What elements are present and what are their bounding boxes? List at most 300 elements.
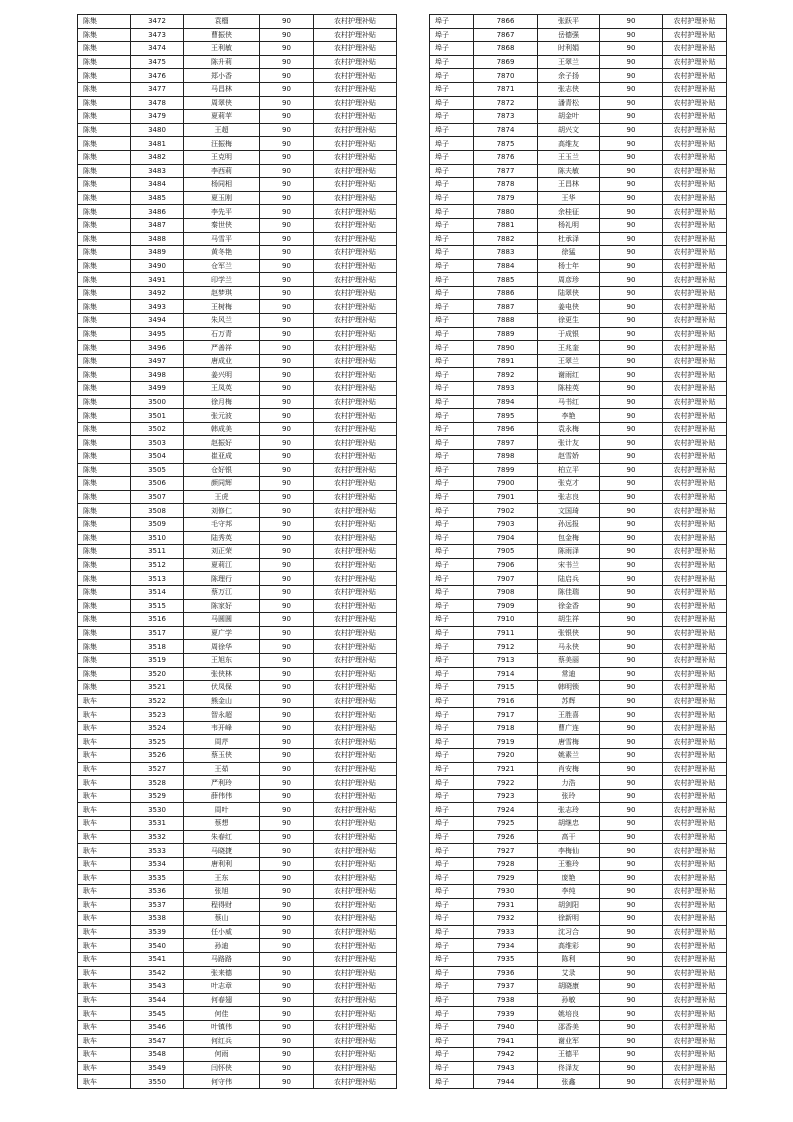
table-row bbox=[78, 368, 397, 382]
name-cell: 曹振侠 bbox=[184, 28, 260, 42]
amount-cell: 90 bbox=[600, 232, 663, 246]
amount-cell: 90 bbox=[260, 314, 314, 328]
name-cell: 胡兴文 bbox=[538, 123, 600, 137]
id-cell: 7940 bbox=[474, 1020, 538, 1034]
table-row bbox=[78, 653, 397, 667]
amount-cell: 90 bbox=[260, 1007, 314, 1021]
name-cell: 陈利 bbox=[538, 952, 600, 966]
name-cell: 杨士年 bbox=[538, 259, 600, 273]
table-row bbox=[78, 817, 397, 831]
table-row bbox=[430, 259, 727, 273]
subsidy-type-cell: 农村护理补贴 bbox=[663, 137, 727, 151]
table-row bbox=[430, 205, 727, 219]
table-row bbox=[78, 286, 397, 300]
name-cell: 柏立平 bbox=[538, 463, 600, 477]
area-cell: 埠子 bbox=[430, 409, 474, 423]
table-row bbox=[78, 871, 397, 885]
subsidy-type-cell: 农村护理补贴 bbox=[663, 15, 727, 29]
name-cell: 夏玉刚 bbox=[184, 191, 260, 205]
area-cell: 埠子 bbox=[430, 246, 474, 260]
amount-cell: 90 bbox=[260, 137, 314, 151]
subsidy-type-cell: 农村护理补贴 bbox=[314, 395, 397, 409]
subsidy-type-cell: 农村护理补贴 bbox=[314, 1061, 397, 1075]
id-cell: 3506 bbox=[131, 477, 184, 491]
subsidy-type-cell: 农村护理补贴 bbox=[663, 178, 727, 192]
name-cell: 唐成业 bbox=[184, 354, 260, 368]
subsidy-type-cell: 农村护理补贴 bbox=[663, 558, 727, 572]
amount-cell: 90 bbox=[260, 898, 314, 912]
id-cell: 7903 bbox=[474, 517, 538, 531]
area-cell: 埠子 bbox=[430, 286, 474, 300]
id-cell: 3543 bbox=[131, 980, 184, 994]
amount-cell: 90 bbox=[600, 871, 663, 885]
amount-cell: 90 bbox=[260, 789, 314, 803]
subsidy-type-cell: 农村护理补贴 bbox=[314, 925, 397, 939]
area-cell: 陈集 bbox=[78, 259, 131, 273]
subsidy-type-cell: 农村护理补贴 bbox=[663, 341, 727, 355]
name-cell: 徐新明 bbox=[538, 912, 600, 926]
subsidy-type-cell: 农村护理补贴 bbox=[663, 150, 727, 164]
subsidy-type-cell: 农村护理补贴 bbox=[314, 1020, 397, 1034]
area-cell: 埠子 bbox=[430, 749, 474, 763]
amount-cell: 90 bbox=[600, 952, 663, 966]
amount-cell: 90 bbox=[260, 939, 314, 953]
subsidy-type-cell: 农村护理补贴 bbox=[663, 382, 727, 396]
subsidy-type-cell: 农村护理补贴 bbox=[314, 613, 397, 627]
name-cell: 孙迪 bbox=[184, 939, 260, 953]
amount-cell: 90 bbox=[600, 368, 663, 382]
amount-cell: 90 bbox=[600, 667, 663, 681]
amount-cell: 90 bbox=[600, 572, 663, 586]
subsidy-type-cell: 农村护理补贴 bbox=[663, 259, 727, 273]
id-cell: 7944 bbox=[474, 1075, 538, 1089]
amount-cell: 90 bbox=[600, 762, 663, 776]
table-row bbox=[78, 55, 397, 69]
name-cell: 周芹 bbox=[184, 735, 260, 749]
area-cell: 埠子 bbox=[430, 653, 474, 667]
table-row bbox=[430, 368, 727, 382]
subsidy-type-cell: 农村护理补贴 bbox=[314, 585, 397, 599]
subsidy-type-cell: 农村护理补贴 bbox=[314, 286, 397, 300]
id-cell: 7875 bbox=[474, 137, 538, 151]
name-cell: 叶志章 bbox=[184, 980, 260, 994]
name-cell: 周徐华 bbox=[184, 640, 260, 654]
area-cell: 耿车 bbox=[78, 912, 131, 926]
amount-cell: 90 bbox=[260, 327, 314, 341]
id-cell: 3502 bbox=[131, 422, 184, 436]
subsidy-type-cell: 农村护理补贴 bbox=[663, 749, 727, 763]
amount-cell: 90 bbox=[260, 354, 314, 368]
name-cell: 马路路 bbox=[184, 952, 260, 966]
table-row bbox=[430, 898, 727, 912]
amount-cell: 90 bbox=[260, 463, 314, 477]
id-cell: 7877 bbox=[474, 164, 538, 178]
subsidy-type-cell: 农村护理补贴 bbox=[663, 585, 727, 599]
name-cell: 唐雪梅 bbox=[538, 735, 600, 749]
area-cell: 埠子 bbox=[430, 1048, 474, 1062]
area-cell: 陈集 bbox=[78, 273, 131, 287]
area-cell: 陈集 bbox=[78, 191, 131, 205]
amount-cell: 90 bbox=[600, 218, 663, 232]
subsidy-type-cell: 农村护理补贴 bbox=[663, 273, 727, 287]
area-cell: 埠子 bbox=[430, 871, 474, 885]
subsidy-type-cell: 农村护理补贴 bbox=[314, 82, 397, 96]
subsidy-type-cell: 农村护理补贴 bbox=[663, 912, 727, 926]
id-cell: 7869 bbox=[474, 55, 538, 69]
area-cell: 陈集 bbox=[78, 531, 131, 545]
subsidy-type-cell: 农村护理补贴 bbox=[663, 803, 727, 817]
name-cell: 何红兵 bbox=[184, 1034, 260, 1048]
id-cell: 7872 bbox=[474, 96, 538, 110]
name-cell: 颜同辉 bbox=[184, 477, 260, 491]
subsidy-type-cell: 农村护理补贴 bbox=[663, 300, 727, 314]
area-cell: 埠子 bbox=[430, 817, 474, 831]
amount-cell: 90 bbox=[600, 857, 663, 871]
id-cell: 3515 bbox=[131, 599, 184, 613]
name-cell: 张元波 bbox=[184, 409, 260, 423]
area-cell: 埠子 bbox=[430, 436, 474, 450]
area-cell: 埠子 bbox=[430, 952, 474, 966]
area-cell: 埠子 bbox=[430, 368, 474, 382]
area-cell: 埠子 bbox=[430, 898, 474, 912]
id-cell: 3525 bbox=[131, 735, 184, 749]
id-cell: 3526 bbox=[131, 749, 184, 763]
subsidy-type-cell: 农村护理补贴 bbox=[314, 517, 397, 531]
table-row bbox=[430, 1007, 727, 1021]
id-cell: 3478 bbox=[131, 96, 184, 110]
name-cell: 徐猛 bbox=[538, 246, 600, 260]
table-row bbox=[78, 667, 397, 681]
table-row bbox=[78, 42, 397, 56]
amount-cell: 90 bbox=[260, 1075, 314, 1089]
id-cell: 3537 bbox=[131, 898, 184, 912]
area-cell: 埠子 bbox=[430, 980, 474, 994]
subsidy-type-cell: 农村护理补贴 bbox=[314, 504, 397, 518]
name-cell: 杨同相 bbox=[184, 178, 260, 192]
area-cell: 埠子 bbox=[430, 803, 474, 817]
table-row bbox=[430, 69, 727, 83]
id-cell: 7873 bbox=[474, 110, 538, 124]
table-row bbox=[78, 259, 397, 273]
table-row bbox=[78, 300, 397, 314]
amount-cell: 90 bbox=[260, 762, 314, 776]
subsidy-type-cell: 农村护理补贴 bbox=[663, 395, 727, 409]
area-cell: 耿车 bbox=[78, 857, 131, 871]
id-cell: 7939 bbox=[474, 1007, 538, 1021]
subsidy-type-cell: 农村护理补贴 bbox=[314, 259, 397, 273]
table-row bbox=[430, 314, 727, 328]
table-row bbox=[430, 640, 727, 654]
area-cell: 埠子 bbox=[430, 82, 474, 96]
table-row bbox=[430, 273, 727, 287]
table-row bbox=[78, 626, 397, 640]
subsidy-type-cell: 农村护理补贴 bbox=[314, 708, 397, 722]
id-cell: 7876 bbox=[474, 150, 538, 164]
area-cell: 埠子 bbox=[430, 789, 474, 803]
table-row bbox=[78, 912, 397, 926]
name-cell: 文国琦 bbox=[538, 504, 600, 518]
table-row bbox=[78, 96, 397, 110]
id-cell: 7902 bbox=[474, 504, 538, 518]
table-row bbox=[78, 1007, 397, 1021]
subsidy-type-cell: 农村护理补贴 bbox=[663, 952, 727, 966]
table-row bbox=[430, 749, 727, 763]
name-cell: 高干 bbox=[538, 830, 600, 844]
area-cell: 埠子 bbox=[430, 1034, 474, 1048]
table-row bbox=[78, 898, 397, 912]
subsidy-type-cell: 农村护理补贴 bbox=[314, 137, 397, 151]
area-cell: 耿车 bbox=[78, 803, 131, 817]
id-cell: 3519 bbox=[131, 653, 184, 667]
area-cell: 埠子 bbox=[430, 422, 474, 436]
name-cell: 沈习合 bbox=[538, 925, 600, 939]
name-cell: 包金梅 bbox=[538, 531, 600, 545]
area-cell: 埠子 bbox=[430, 925, 474, 939]
name-cell: 张鑫 bbox=[538, 1075, 600, 1089]
amount-cell: 90 bbox=[260, 218, 314, 232]
amount-cell: 90 bbox=[600, 422, 663, 436]
amount-cell: 90 bbox=[600, 1048, 663, 1062]
subsidy-type-cell: 农村护理补贴 bbox=[663, 232, 727, 246]
name-cell: 马永侠 bbox=[538, 640, 600, 654]
id-cell: 7924 bbox=[474, 803, 538, 817]
amount-cell: 90 bbox=[260, 164, 314, 178]
table-row bbox=[78, 232, 397, 246]
table-row bbox=[78, 925, 397, 939]
area-cell: 陈集 bbox=[78, 341, 131, 355]
subsidy-type-cell: 农村护理补贴 bbox=[314, 178, 397, 192]
subsidy-type-cell: 农村护理补贴 bbox=[663, 762, 727, 776]
name-cell: 谢业军 bbox=[538, 1034, 600, 1048]
subsidy-type-cell: 农村护理补贴 bbox=[314, 762, 397, 776]
name-cell: 赵振好 bbox=[184, 436, 260, 450]
area-cell: 耿车 bbox=[78, 721, 131, 735]
amount-cell: 90 bbox=[260, 653, 314, 667]
amount-cell: 90 bbox=[260, 545, 314, 559]
id-cell: 7880 bbox=[474, 205, 538, 219]
name-cell: 王树梅 bbox=[184, 300, 260, 314]
id-cell: 3487 bbox=[131, 218, 184, 232]
amount-cell: 90 bbox=[600, 246, 663, 260]
area-cell: 埠子 bbox=[430, 490, 474, 504]
id-cell: 7868 bbox=[474, 42, 538, 56]
amount-cell: 90 bbox=[600, 803, 663, 817]
area-cell: 陈集 bbox=[78, 110, 131, 124]
table-row bbox=[78, 246, 397, 260]
table-row bbox=[430, 966, 727, 980]
table-row bbox=[430, 55, 727, 69]
table-row bbox=[430, 15, 727, 29]
name-cell: 陈升莉 bbox=[184, 55, 260, 69]
amount-cell: 90 bbox=[260, 178, 314, 192]
amount-cell: 90 bbox=[260, 599, 314, 613]
name-cell: 肖安梅 bbox=[538, 762, 600, 776]
amount-cell: 90 bbox=[600, 450, 663, 464]
id-cell: 3550 bbox=[131, 1075, 184, 1089]
amount-cell: 90 bbox=[600, 1061, 663, 1075]
amount-cell: 90 bbox=[260, 69, 314, 83]
name-cell: 马雪平 bbox=[184, 232, 260, 246]
id-cell: 3475 bbox=[131, 55, 184, 69]
id-cell: 3545 bbox=[131, 1007, 184, 1021]
table-row bbox=[430, 300, 727, 314]
area-cell: 埠子 bbox=[430, 1007, 474, 1021]
table-row bbox=[430, 450, 727, 464]
amount-cell: 90 bbox=[260, 857, 314, 871]
name-cell: 赵雪娇 bbox=[538, 450, 600, 464]
subsidy-type-cell: 农村护理补贴 bbox=[663, 735, 727, 749]
id-cell: 3541 bbox=[131, 952, 184, 966]
name-cell: 何春翅 bbox=[184, 993, 260, 1007]
table-row bbox=[78, 218, 397, 232]
table-row bbox=[78, 327, 397, 341]
table-row bbox=[430, 993, 727, 1007]
name-cell: 王克明 bbox=[184, 150, 260, 164]
subsidy-type-cell: 农村护理补贴 bbox=[663, 721, 727, 735]
name-cell: 印学兰 bbox=[184, 273, 260, 287]
area-cell: 陈集 bbox=[78, 382, 131, 396]
table-row bbox=[78, 721, 397, 735]
area-cell: 陈集 bbox=[78, 246, 131, 260]
name-cell: 张志玲 bbox=[538, 803, 600, 817]
subsidy-type-cell: 农村护理补贴 bbox=[314, 898, 397, 912]
subsidy-type-cell: 农村护理补贴 bbox=[314, 191, 397, 205]
name-cell: 韦开峰 bbox=[184, 721, 260, 735]
table-row bbox=[78, 640, 397, 654]
subsidy-type-cell: 农村护理补贴 bbox=[663, 613, 727, 627]
name-cell: 陆启兵 bbox=[538, 572, 600, 586]
subsidy-type-cell: 农村护理补贴 bbox=[314, 857, 397, 871]
amount-cell: 90 bbox=[600, 15, 663, 29]
area-cell: 埠子 bbox=[430, 28, 474, 42]
area-cell: 陈集 bbox=[78, 653, 131, 667]
subsidy-type-cell: 农村护理补贴 bbox=[314, 409, 397, 423]
subsidy-type-cell: 农村护理补贴 bbox=[663, 898, 727, 912]
subsidy-type-cell: 农村护理补贴 bbox=[314, 42, 397, 56]
subsidy-type-cell: 农村护理补贴 bbox=[663, 327, 727, 341]
table-row bbox=[430, 409, 727, 423]
name-cell: 夏莉苹 bbox=[184, 110, 260, 124]
name-cell: 陆翠侠 bbox=[538, 286, 600, 300]
area-cell: 陈集 bbox=[78, 42, 131, 56]
amount-cell: 90 bbox=[600, 1020, 663, 1034]
area-cell: 陈集 bbox=[78, 640, 131, 654]
amount-cell: 90 bbox=[260, 450, 314, 464]
table-row bbox=[78, 178, 397, 192]
area-cell: 陈集 bbox=[78, 286, 131, 300]
id-cell: 3490 bbox=[131, 259, 184, 273]
area-cell: 耿车 bbox=[78, 708, 131, 722]
amount-cell: 90 bbox=[600, 939, 663, 953]
amount-cell: 90 bbox=[260, 123, 314, 137]
area-cell: 埠子 bbox=[430, 517, 474, 531]
amount-cell: 90 bbox=[600, 966, 663, 980]
amount-cell: 90 bbox=[260, 830, 314, 844]
amount-cell: 90 bbox=[260, 1034, 314, 1048]
amount-cell: 90 bbox=[600, 1007, 663, 1021]
subsidy-type-cell: 农村护理补贴 bbox=[314, 980, 397, 994]
area-cell: 陈集 bbox=[78, 368, 131, 382]
table-row bbox=[430, 395, 727, 409]
subsidy-type-cell: 农村护理补贴 bbox=[663, 82, 727, 96]
amount-cell: 90 bbox=[600, 55, 663, 69]
id-cell: 3485 bbox=[131, 191, 184, 205]
table-row bbox=[430, 817, 727, 831]
area-cell: 埠子 bbox=[430, 558, 474, 572]
area-cell: 耿车 bbox=[78, 749, 131, 763]
name-cell: 姚培良 bbox=[538, 1007, 600, 1021]
subsidy-type-cell: 农村护理补贴 bbox=[663, 517, 727, 531]
table-row bbox=[430, 150, 727, 164]
area-cell: 埠子 bbox=[430, 545, 474, 559]
id-cell: 3540 bbox=[131, 939, 184, 953]
amount-cell: 90 bbox=[260, 613, 314, 627]
id-cell: 3480 bbox=[131, 123, 184, 137]
table-row bbox=[78, 409, 397, 423]
name-cell: 佟泽友 bbox=[538, 1061, 600, 1075]
table-row bbox=[78, 395, 397, 409]
area-cell: 埠子 bbox=[430, 572, 474, 586]
id-cell: 3527 bbox=[131, 762, 184, 776]
name-cell: 汪振梅 bbox=[184, 137, 260, 151]
name-cell: 陈理行 bbox=[184, 572, 260, 586]
name-cell: 孙远报 bbox=[538, 517, 600, 531]
id-cell: 7906 bbox=[474, 558, 538, 572]
table-row bbox=[78, 422, 397, 436]
id-cell: 3511 bbox=[131, 545, 184, 559]
area-cell: 耿车 bbox=[78, 980, 131, 994]
amount-cell: 90 bbox=[260, 477, 314, 491]
amount-cell: 90 bbox=[600, 409, 663, 423]
area-cell: 陈集 bbox=[78, 490, 131, 504]
area-cell: 陈集 bbox=[78, 137, 131, 151]
table-row bbox=[430, 28, 727, 42]
id-cell: 7932 bbox=[474, 912, 538, 926]
area-cell: 陈集 bbox=[78, 450, 131, 464]
area-cell: 耿车 bbox=[78, 885, 131, 899]
subsidy-type-cell: 农村护理补贴 bbox=[663, 286, 727, 300]
id-cell: 7933 bbox=[474, 925, 538, 939]
name-cell: 崔亚成 bbox=[184, 450, 260, 464]
subsidy-type-cell: 农村护理补贴 bbox=[314, 721, 397, 735]
area-cell: 埠子 bbox=[430, 626, 474, 640]
area-cell: 陈集 bbox=[78, 218, 131, 232]
amount-cell: 90 bbox=[600, 490, 663, 504]
table-row bbox=[430, 545, 727, 559]
id-cell: 7923 bbox=[474, 789, 538, 803]
amount-cell: 90 bbox=[260, 395, 314, 409]
id-cell: 3505 bbox=[131, 463, 184, 477]
area-cell: 埠子 bbox=[430, 1020, 474, 1034]
amount-cell: 90 bbox=[260, 42, 314, 56]
table-row bbox=[78, 150, 397, 164]
table-row bbox=[78, 966, 397, 980]
name-cell: 李先平 bbox=[184, 205, 260, 219]
name-cell: 王利敏 bbox=[184, 42, 260, 56]
amount-cell: 90 bbox=[260, 640, 314, 654]
name-cell: 徐更生 bbox=[538, 314, 600, 328]
table-row bbox=[430, 626, 727, 640]
table-row bbox=[430, 490, 727, 504]
id-cell: 7909 bbox=[474, 599, 538, 613]
table-row bbox=[430, 912, 727, 926]
table-row bbox=[78, 205, 397, 219]
area-cell: 陈集 bbox=[78, 545, 131, 559]
id-cell: 7866 bbox=[474, 15, 538, 29]
table-row bbox=[430, 123, 727, 137]
name-cell: 杨礼明 bbox=[538, 218, 600, 232]
subsidy-type-cell: 农村护理补贴 bbox=[663, 857, 727, 871]
